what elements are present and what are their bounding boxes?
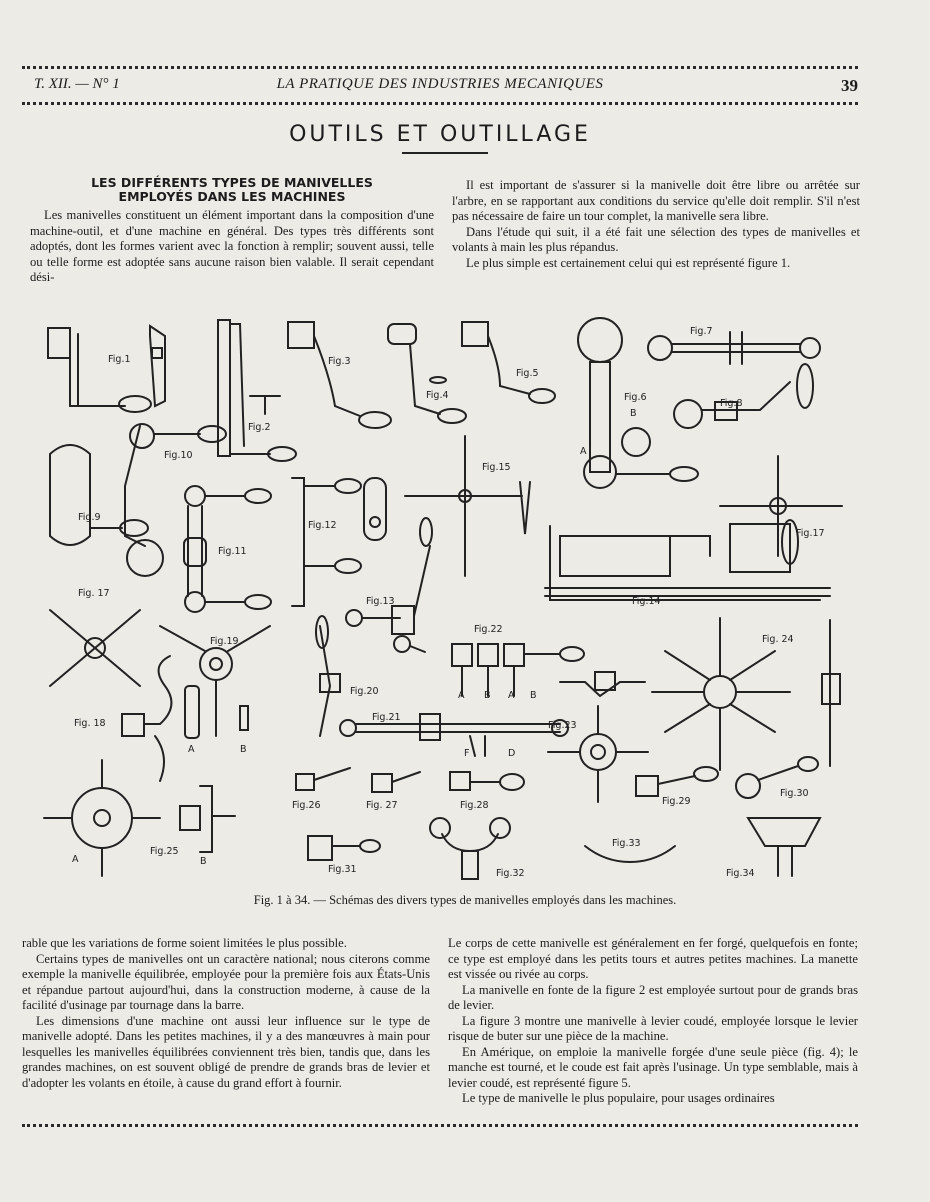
figure-label: Fig.15 — [482, 462, 511, 473]
figure-letter: B — [630, 408, 637, 419]
article-title — [30, 176, 434, 204]
figure-label: Fig.7 — [690, 326, 713, 337]
figure-label: Fig.17 — [796, 528, 825, 539]
figure-label: Fig.22 — [474, 624, 503, 635]
figure-label: Fig.34 — [726, 868, 755, 879]
fig-8-crank-drawing — [674, 364, 813, 428]
text-column-2 — [452, 178, 860, 271]
figure-caption: Fig. 1 à 34. — Schémas des divers types de manivelles employés dans les machines. — [253, 893, 677, 907]
figure-label: Fig.19 — [210, 636, 239, 647]
figure-label: Fig.25 — [150, 846, 179, 857]
fig-3-crank-drawing — [288, 322, 391, 428]
figure-label: Fig.14 — [632, 596, 661, 607]
figure-label: Fig.33 — [612, 838, 641, 849]
figure-label: Fig.11 — [218, 546, 247, 557]
paragraph: Les manivelles constituent un élément important dans la composition d'une machine-outil, et d'une machine en général. Des types très différents sont adoptés, dont les formes varient avec la fonction à remplir; souvent aussi, telle ou telle forme est adoptée sans aucune raison bien valable. Il serait cependant dési- — [30, 208, 434, 284]
journal-title: LA PRATIQUE DES INDUSTRIES MECANIQUES — [276, 76, 604, 92]
text-column-3 — [22, 936, 430, 1091]
paragraph: Dans l'étude qui suit, il a été fait une sélection des types de manivelles et volants à main les plus répandus. — [452, 224, 860, 254]
fig-9-10-crank-drawing — [50, 424, 226, 576]
figure-label: Fig.13 — [366, 596, 395, 607]
figure-letter: A — [188, 744, 195, 755]
figure-label: Fig.31 — [328, 864, 357, 875]
fig-20-wing-handle-drawing — [316, 616, 340, 736]
fig-12-crank-drawing — [292, 478, 386, 606]
figure-label: Fig.4 — [426, 390, 449, 401]
figure-letter: A — [72, 854, 79, 865]
fig-24-star-handwheel-drawing — [652, 618, 840, 770]
fig-17-x-handle-drawing — [50, 610, 140, 686]
figure-letter: A — [458, 690, 465, 701]
figure-letter: A — [580, 446, 587, 457]
figure-label: Fig.3 — [328, 356, 351, 367]
text-column-1 — [30, 208, 434, 286]
paragraph: Les dimensions d'une machine ont aussi leur influence sur le type de manivelle adopté. Dans les petites machines, il y a des manœuvres à main pour lesquelles les manivelles équilibrées conviennent très bien, tandis que, dans les grandes machines, on est souvent obligé de prendre de grands bras de levier et d'adopter les volants en étoile, à cause du grand effort à fournir. — [22, 1013, 430, 1090]
figure-label: Fig. 18 — [74, 718, 106, 729]
figure-label: Fig.12 — [308, 520, 337, 531]
figure-label: Fig.26 — [292, 800, 321, 811]
fig-7-crank-drawing — [648, 332, 820, 364]
figure-label: Fig.9 — [78, 512, 101, 523]
paragraph: La manivelle en fonte de la figure 2 est employée surtout pour de grands bras de levier. — [448, 982, 858, 1012]
paragraph: Il est important de s'assurer si la manivelle doit être libre ou arrêtée sur l'arbre, en se rapportant aux conditions du service qu'elle doit remplir. S'il n'est pas nécessaire de faire un tour complet, la manivelle sera libre. — [452, 178, 860, 223]
figure-label: Fig.32 — [496, 868, 525, 879]
paragraph: Le plus simple est certainement celui qui est représenté figure 1. — [466, 255, 791, 270]
fig-2-crank-drawing — [218, 320, 296, 461]
section-title: OUTILS ET OUTILLAGE — [289, 122, 591, 147]
fig-14-machine-drawing — [545, 520, 830, 600]
fig-18-crank-drawing — [122, 656, 171, 781]
crank-diagrams-figure — [30, 306, 870, 888]
running-head — [22, 74, 858, 98]
fig-4-crank-drawing — [388, 324, 466, 423]
title-underline — [402, 152, 488, 154]
volume-number: T. XII. — N° 1 — [34, 76, 120, 92]
fig-22-crank-drawing — [452, 644, 584, 696]
figure-label: Fig.28 — [460, 800, 489, 811]
figure-label: Fig.23 — [548, 720, 577, 731]
figure-label: Fig.20 — [350, 686, 379, 697]
figure-label: Fig. 27 — [366, 800, 398, 811]
paragraph: Le corps de cette manivelle est généralement en fer forgé, quelquefois en fonte; ce type est employé dans les petits tours et autres petites machines. La manette est vissée ou rivée au corps. — [448, 936, 858, 981]
figure-label: Fig.29 — [662, 796, 691, 807]
figure-label: Fig. 24 — [762, 634, 794, 645]
figure-letter: A — [508, 690, 515, 701]
figure-label: Fig.1 — [108, 354, 131, 365]
top-dotted-rule — [22, 66, 858, 69]
figure-letter: B — [530, 690, 537, 701]
paragraph: La figure 3 montre une manivelle à levier coudé, employée lorsque le levier risque de buter sur une pièce de la machine. — [448, 1013, 858, 1043]
bottom-dotted-rule — [22, 1124, 858, 1127]
paragraph: Certains types de manivelles ont un caractère national; nous citerons comme exemple la manivelle équilibrée, employée pour la première fois aux États-Unis et répandue partout aujourd'hui, dans la construction moderne, à cause de la facilité d'usinage par tournage dans la barre. — [22, 951, 430, 1012]
fig-17-star-handle-drawing — [720, 456, 842, 556]
figure-label: Fig. 17 — [78, 588, 110, 599]
article-title-line: LES DIFFÉRENTS TYPES DE MANIVELLES — [91, 175, 373, 190]
figure-letter: B — [200, 856, 207, 867]
figure-label: Fig.21 — [372, 712, 401, 723]
figure-letter: B — [240, 744, 247, 755]
paragraph: Le type de manivelle le plus populaire, pour usages ordinaires — [462, 1091, 775, 1105]
header-dotted-rule — [22, 102, 858, 105]
figure-label: Fig.5 — [516, 368, 539, 379]
article-title-line: EMPLOYÉS DANS LES MACHINES — [118, 189, 346, 204]
page-number: 39 — [841, 76, 858, 95]
fig-23-handwheel-drawing — [548, 672, 648, 802]
figure-label: Fig.2 — [248, 422, 271, 433]
fig-13-crank-drawing — [346, 518, 432, 652]
figure-label: Fig.8 — [720, 398, 743, 409]
fig-5-crank-drawing — [462, 322, 555, 403]
fig-1-crank-drawing — [48, 326, 165, 412]
figure-letter: D — [508, 748, 516, 759]
paragraph: En Amérique, on emploie la manivelle forgée d'une seule pièce (fig. 4); le manche est tourné, et le coude est fait après l'usinage. Un type semblable, mais à levier coudé, est représenté figure 5. — [448, 1044, 858, 1090]
figure-letter: B — [484, 690, 491, 701]
paragraph: rable que les variations de forme soient limitées le plus possible. — [22, 936, 347, 950]
fig-26-28-crank-drawing — [296, 768, 524, 792]
text-column-4 — [448, 936, 858, 1107]
fig-15-star-handle-drawing — [405, 436, 530, 576]
figure-label: Fig.30 — [780, 788, 809, 799]
figure-label: Fig.6 — [624, 392, 647, 403]
figure-label: Fig.10 — [164, 450, 193, 461]
figure-letter: F — [464, 748, 470, 759]
